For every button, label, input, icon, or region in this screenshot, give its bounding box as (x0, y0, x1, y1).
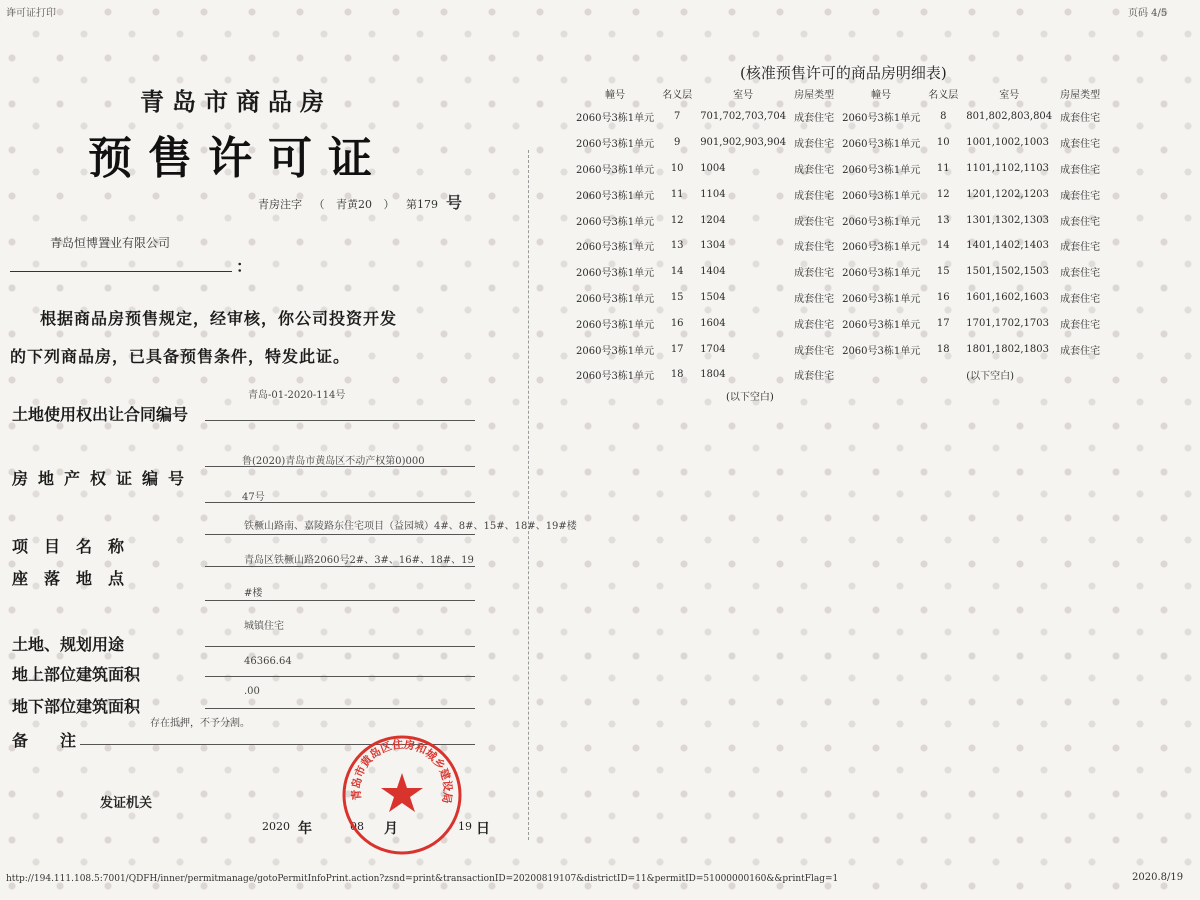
table-cell: 2060号3栋1单元 (842, 268, 921, 280)
table-cell: 1204 (700, 214, 726, 226)
table-cell: 2060号3栋1单元 (576, 190, 655, 202)
certificate-title-city: 青岛市商品房 (140, 87, 332, 116)
table-cell: 16 (670, 317, 684, 329)
table-cell: 成套住宅 (1060, 319, 1101, 331)
table-cell: 成套住宅 (794, 242, 835, 254)
date-year: 2020 (262, 820, 290, 833)
official-seal-icon (340, 733, 464, 857)
project-name-label: 项 目 名 称 (12, 537, 125, 556)
table-cell: 11 (936, 162, 950, 174)
above-area-value: 46366.64 (244, 656, 292, 667)
seal-text: 青岛市黄岛区住房和城乡建设局 (349, 737, 455, 805)
table-cell: 2060号3栋1单元 (842, 293, 921, 305)
land-use-underline (205, 646, 475, 647)
table-cell: 成套住宅 (794, 319, 835, 331)
table-cell: 14 (936, 240, 950, 252)
detail-table-title: (核准预售许可的商品房明细表) (740, 64, 947, 82)
table-cell: 成套住宅 (1060, 113, 1101, 125)
location-value-1: 青岛区铁橛山路2060号2#、3#、16#、18#、19 (244, 555, 474, 566)
land-contract-underline (205, 420, 475, 421)
table-cell: 11 (670, 188, 684, 200)
table-row (572, 336, 1104, 362)
location-underline-2 (205, 600, 475, 601)
table-cell: 17 (670, 343, 684, 355)
table-cell: 2060号3栋1单元 (576, 164, 655, 176)
table-cell: 1701,1702,1703 (966, 317, 1049, 329)
table-cell: 成套住宅 (1060, 164, 1101, 176)
table-cell: 7 (674, 111, 681, 123)
table-cell: 801,802,803,804 (966, 111, 1053, 123)
table-cell (838, 362, 924, 388)
remarks-label: 备 注 (12, 731, 77, 750)
land-contract-value: 青岛-01-2020-114号 (248, 390, 346, 401)
date-month-unit: 月 (384, 821, 398, 837)
permit-number-value: 第179 (406, 198, 438, 211)
print-url: http://194.111.108.5:7001/QDFH/inner/permitmanage/gotoPermitInfoPrint.action?zsnd=print&transactionID=20200819107&districtID=11&permitID=51000000160&&printFlag=1 (6, 874, 839, 884)
issuer-label: 发证机关 (100, 796, 153, 811)
table-cell: 成套住宅 (1060, 190, 1101, 202)
table-row (572, 259, 1104, 285)
table-row (572, 181, 1104, 207)
print-date: 2020.8/19 (1132, 872, 1184, 883)
table-cell: 2060号3栋1单元 (576, 268, 655, 280)
table-cell: 成套住宅 (794, 139, 835, 151)
company-name: 青岛恒博置业有限公司 (50, 236, 171, 250)
permit-year: 青黄20 (336, 198, 372, 211)
table-cell: 1501,1502,1503 (966, 266, 1049, 278)
table-header-cell: 名义层 (662, 89, 693, 101)
table-cell: 成套住宅 (794, 345, 835, 357)
permit-paren-open: （ (313, 198, 325, 211)
table-cell: 901,902,903,904 (700, 137, 787, 149)
property-cert-value-1: 鲁(2020)青岛市黄岛区不动产权第0)000 (242, 456, 425, 467)
table-cell: 1604 (700, 317, 726, 329)
table-cell: 2060号3栋1单元 (842, 113, 921, 125)
date-day-unit: 日 (476, 821, 490, 837)
table-cell: 成套住宅 (794, 164, 835, 176)
table-header-cell: 名义层 (928, 89, 959, 101)
table-cell: 10 (936, 137, 950, 149)
company-colon: ： (236, 257, 253, 276)
table-row (572, 156, 1104, 182)
table-cell: 成套住宅 (794, 268, 835, 280)
table-header-row (572, 82, 1104, 104)
table-cell: 2060号3栋1单元 (842, 139, 921, 151)
table-header-cell: 房屋类型 (794, 89, 835, 101)
table-cell: 成套住宅 (1060, 242, 1101, 254)
table-row (572, 310, 1104, 336)
table-cell: 15 (670, 291, 684, 303)
above-area-label: 地上部位建筑面积 (12, 665, 141, 684)
table-cell: 成套住宅 (794, 293, 835, 305)
table-row (572, 130, 1104, 156)
permit-paren-close: ） (383, 198, 395, 211)
table-header-cell: 室号 (733, 89, 754, 101)
table-cell: 16 (936, 291, 950, 303)
table-row (572, 233, 1104, 259)
table-cell: 17 (936, 317, 950, 329)
table-header-cell: 幢号 (871, 89, 892, 101)
statement-line-2: 的下列商品房，已具备预售条件，特发此证。 (10, 347, 351, 366)
table-cell: 14 (670, 266, 684, 278)
table-row (572, 362, 1104, 388)
permit-number (258, 190, 470, 213)
table-cell: 2060号3栋1单元 (576, 319, 655, 331)
table-cell: 成套住宅 (1060, 345, 1101, 357)
permit-suffix: 号 (446, 193, 463, 212)
table-cell: 12 (936, 188, 950, 200)
table-cell: 成套住宅 (794, 371, 835, 383)
table-cell: 1804 (700, 369, 726, 381)
table-cell: 1101,1102,1103 (966, 162, 1049, 174)
table-cell: 2060号3栋1单元 (576, 371, 655, 383)
table-cell: 成套住宅 (1060, 293, 1101, 305)
table-cell: 15 (936, 266, 950, 278)
property-cert-value-2: 47号 (242, 492, 265, 503)
location-label: 座 落 地 点 (12, 569, 125, 588)
table-cell (1056, 362, 1104, 388)
table-cell: 2060号3栋1单元 (576, 242, 655, 254)
table-cell: 成套住宅 (1060, 268, 1101, 280)
table-cell: (以下空白) (966, 371, 1015, 383)
table-row (572, 207, 1104, 233)
table-cell: 成套住宅 (794, 113, 835, 125)
location-underline-1 (205, 566, 475, 567)
table-cell: 2060号3栋1单元 (576, 293, 655, 305)
property-cert-label: 房地产权证编号 (12, 469, 195, 488)
land-use-label: 土地、规划用途 (12, 635, 125, 654)
table-cell: 1801,1802,1803 (966, 343, 1049, 355)
table-cell: 2060号3栋1单元 (576, 216, 655, 228)
land-use-value: 城镇住宅 (244, 621, 284, 632)
table-cell: 1004 (700, 162, 726, 174)
table-cell: 8 (940, 111, 947, 123)
table-row (572, 285, 1104, 311)
table-cell: 2060号3栋1单元 (576, 139, 655, 151)
table-cell: 9 (674, 137, 681, 149)
table-cell: 1401,1402,1403 (966, 240, 1049, 252)
table-cell: 12 (670, 214, 684, 226)
page-divider (528, 150, 529, 840)
company-underline (10, 271, 232, 272)
table-cell (924, 362, 962, 388)
table-cell: 13 (936, 214, 950, 226)
table-cell: 成套住宅 (1060, 139, 1101, 151)
below-area-value: .00 (244, 686, 260, 697)
table-cell: 1404 (700, 266, 726, 278)
table-cell: 2060号3栋1单元 (576, 113, 655, 125)
date-month: 08 (350, 820, 364, 833)
table-header-cell: 室号 (999, 89, 1020, 101)
table-cell: 13 (670, 240, 684, 252)
table-cell: 1001,1002,1003 (966, 137, 1049, 149)
above-area-underline (205, 676, 475, 677)
property-cert-underline-2 (205, 502, 475, 503)
location-value-2: #楼 (244, 588, 263, 599)
below-area-underline (205, 708, 475, 709)
project-name-underline (205, 534, 475, 535)
table-cell: 成套住宅 (794, 216, 835, 228)
table-cell: 2060号3栋1单元 (842, 319, 921, 331)
blank-note-left: (以下空白) (726, 392, 774, 403)
table-cell: 1201,1202,1203 (966, 188, 1049, 200)
table-cell: 1304 (700, 240, 726, 252)
remarks-value: 存在抵押，不予分割。 (150, 718, 250, 729)
table-cell: 18 (670, 369, 684, 381)
certificate-title-main: 预售许可证 (88, 133, 388, 184)
table-cell: 2060号3栋1单元 (842, 164, 921, 176)
table-cell: 2060号3栋1单元 (842, 216, 921, 228)
table-cell: 701,702,703,704 (700, 111, 787, 123)
table-header-cell: 幢号 (605, 89, 626, 101)
table-cell: 成套住宅 (794, 190, 835, 202)
table-cell: 1301,1302,1303 (966, 214, 1049, 226)
table-cell: 2060号3栋1单元 (842, 190, 921, 202)
print-header-left: 许可证打印 (6, 8, 56, 19)
date-day: 19 (458, 820, 472, 833)
project-name-value: 铁橛山路南、嘉陵路东住宅项目（益园城）4#、8#、15#、18#、19#楼 (244, 521, 577, 532)
table-cell: 2060号3栋1单元 (576, 345, 655, 357)
table-row (572, 104, 1104, 130)
date-year-unit: 年 (298, 821, 312, 837)
table-cell: 成套住宅 (1060, 216, 1101, 228)
print-header-right: 页码 4/5 (1128, 8, 1168, 19)
table-cell: 10 (670, 162, 684, 174)
table-cell: 1504 (700, 291, 726, 303)
statement-line-1: 根据商品房预售规定，经审核，你公司投资开发 (40, 309, 398, 328)
detail-table (572, 82, 1104, 388)
table-cell: 18 (936, 343, 950, 355)
table-cell: 1704 (700, 343, 726, 355)
table-cell: 2060号3栋1单元 (842, 345, 921, 357)
below-area-label: 地下部位建筑面积 (12, 697, 141, 716)
land-contract-label: 土地使用权出让合同编号 (12, 405, 189, 424)
table-cell: 1601,1602,1603 (966, 291, 1049, 303)
table-cell: 1104 (700, 188, 726, 200)
permit-prefix: 青房注字 (258, 198, 302, 211)
property-cert-underline-1 (205, 466, 475, 467)
table-header-cell: 房屋类型 (1060, 89, 1101, 101)
table-cell: 2060号3栋1单元 (842, 242, 921, 254)
